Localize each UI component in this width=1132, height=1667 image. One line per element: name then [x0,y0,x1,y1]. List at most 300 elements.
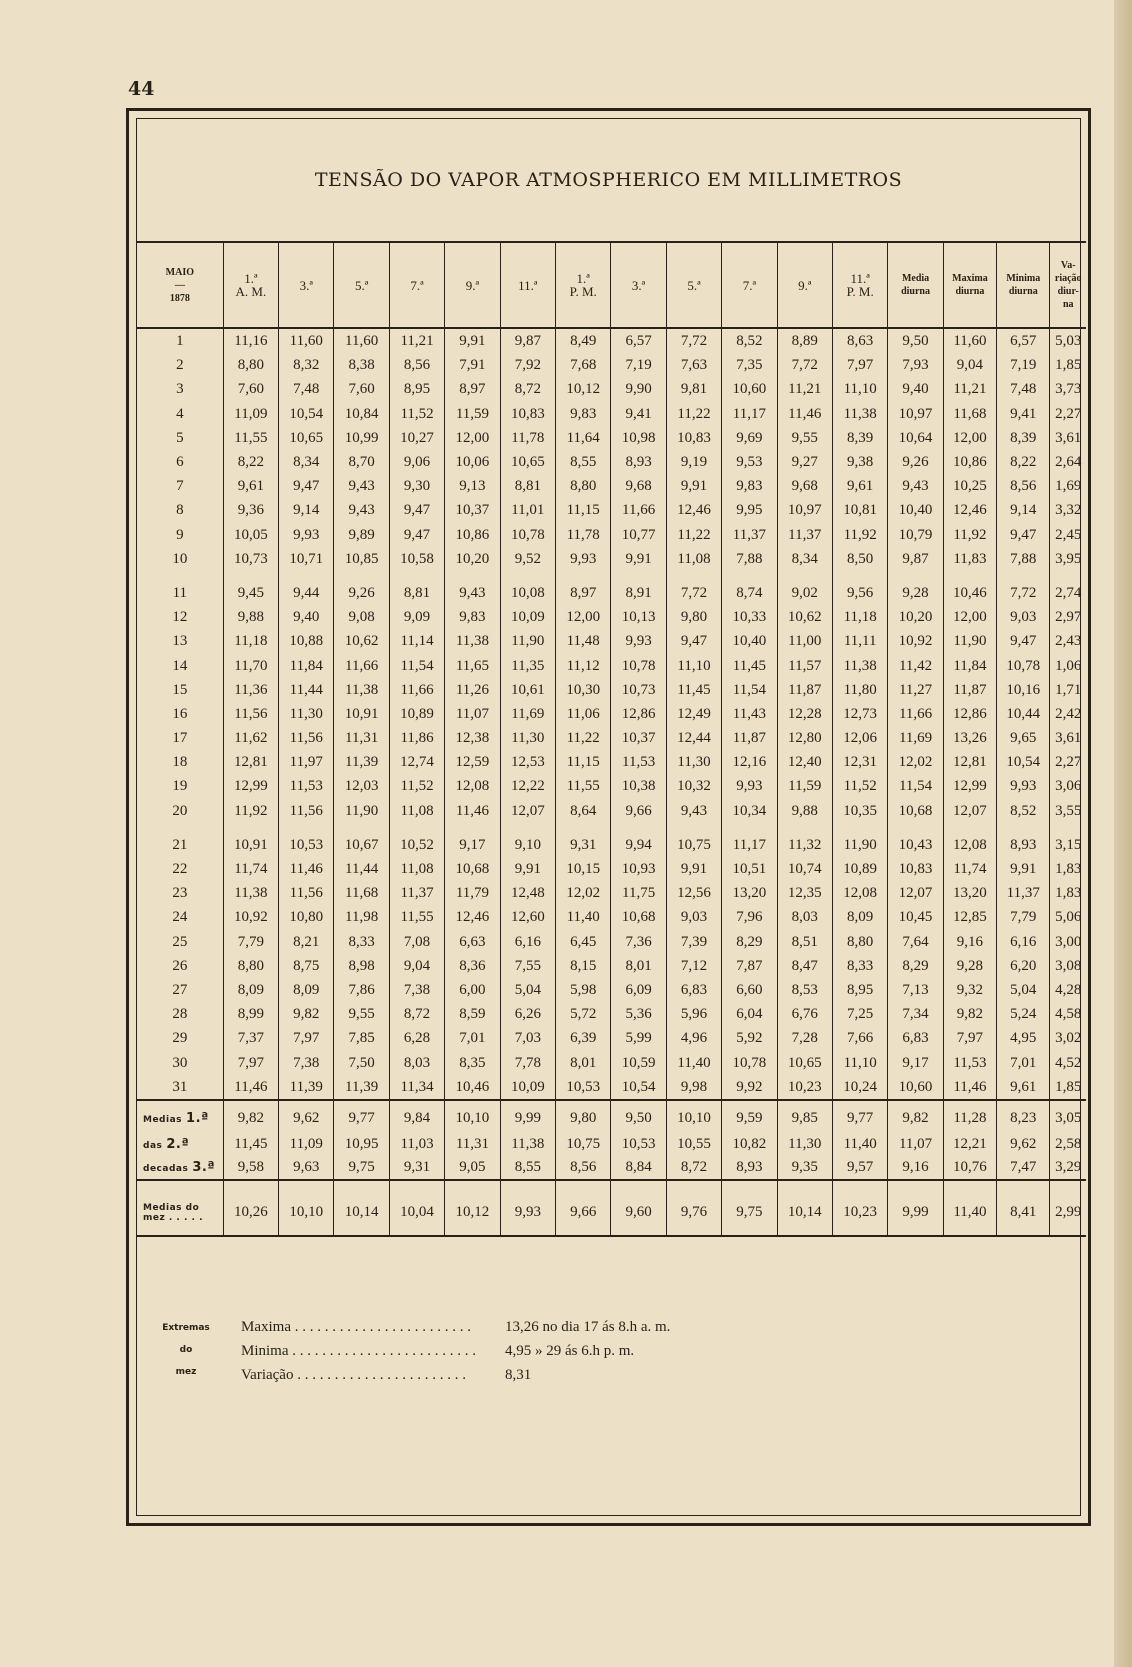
value-cell: 3,00 [1050,930,1086,954]
value-cell: 10,86 [445,523,500,547]
value-cell: 11,46 [445,799,500,823]
value-cell: 11,31 [334,726,389,750]
table-row [137,377,1086,401]
value-cell: 10,32 [666,774,721,798]
value-cell: 12,28 [777,702,832,726]
value-cell: 9,68 [611,474,666,498]
value-cell: 8,80 [832,930,887,954]
value-cell: 8,80 [223,954,278,978]
value-cell: 10,60 [722,377,777,401]
value-cell: 6,76 [777,1002,832,1026]
value-cell: 8,72 [500,377,555,401]
spacer-cell [943,571,996,581]
value-cell: 9,52 [500,547,555,571]
value-cell: 9,45 [223,581,278,605]
value-cell: 10,73 [223,547,278,571]
value-cell: 9,04 [943,353,996,377]
value-cell: 10,68 [611,905,666,929]
value-cell: 8,47 [777,954,832,978]
extremas-minima-value: 4,95 » 29 ás 6.h p. m. [505,1343,635,1359]
value-cell: 11,56 [279,799,334,823]
decade-mean-cell: 9,05 [445,1156,500,1180]
header-hour-label: 3.ª [631,277,646,293]
value-cell: 11,52 [389,402,444,426]
header-hour-11am [500,242,555,328]
day-cell: 22 [137,857,223,881]
decade-mean-cell: 8,23 [997,1100,1050,1133]
value-cell: 6,57 [997,328,1050,353]
value-cell: 11,54 [888,774,943,798]
value-cell: 6,09 [611,978,666,1002]
spacer-cell [556,571,611,581]
value-cell: 2,42 [1050,702,1086,726]
header-hour-1am [223,242,278,328]
value-cell: 7,66 [832,1026,887,1050]
value-cell: 11,86 [389,726,444,750]
value-cell: 11,65 [445,653,500,677]
value-cell: 13,20 [943,881,996,905]
value-cell: 9,41 [611,402,666,426]
header-hour-9am [445,242,500,328]
value-cell: 9,17 [445,833,500,857]
header-hour-9pm [777,242,832,328]
value-cell: 7,50 [334,1050,389,1074]
header-hour-label: 7.ª [410,277,424,293]
decade-mean-cell: 11,09 [279,1133,334,1156]
decade-mean-cell: 10,76 [943,1156,996,1180]
day-cell: 21 [137,833,223,857]
value-cell: 5,72 [556,1002,611,1026]
table-row [137,930,1086,954]
value-cell: 8,50 [832,547,887,571]
extremas-label: Extremas [162,1323,210,1333]
value-cell: 12,73 [832,702,887,726]
value-cell: 11,21 [389,328,444,353]
value-cell: 12,31 [832,750,887,774]
decade-mean-cell: 9,77 [334,1100,389,1133]
extremas-minima-name: Minima . . . . . . . . . . . . . . . . . . . . . . . . . [241,1343,476,1359]
value-cell: 9,92 [722,1075,777,1100]
header-hour-1pm [556,242,611,328]
value-cell: 11,22 [666,402,721,426]
value-cell: 8,34 [279,450,334,474]
value-cell: 12,99 [943,774,996,798]
decade-mean-cell: 9,31 [389,1156,444,1180]
value-cell: 10,51 [722,857,777,881]
value-cell: 11,01 [500,498,555,522]
value-cell: 8,01 [611,954,666,978]
value-cell: 7,87 [722,954,777,978]
decade-mean-cell: 9,80 [556,1100,611,1133]
header-hour-7am [389,242,444,328]
value-cell: 3,61 [1050,726,1086,750]
table-row [137,353,1086,377]
value-cell: 11,18 [223,629,278,653]
spacer-cell [997,823,1050,833]
value-cell: 9,02 [777,581,832,605]
value-cell: 6,16 [997,930,1050,954]
decade-mean-cell: 9,85 [777,1100,832,1133]
extremas-label-do: do [179,1345,193,1355]
value-cell: 10,20 [445,547,500,571]
value-cell: 8,89 [777,328,832,353]
value-cell: 5,04 [997,978,1050,1002]
table-row [137,799,1086,823]
value-cell: 11,84 [279,653,334,677]
header-hour-7pm [722,242,777,328]
value-cell: 9,44 [279,581,334,605]
value-cell: 10,15 [556,857,611,881]
value-cell: 10,65 [500,450,555,474]
spacer-cell [445,571,500,581]
decade-mean-cell: 11,03 [389,1133,444,1156]
value-cell: 6,28 [389,1026,444,1050]
value-cell: 12,35 [777,881,832,905]
decade-mean-cell: 9,35 [777,1156,832,1180]
value-cell: 9,08 [334,605,389,629]
value-cell: 9,47 [389,498,444,522]
value-cell: 11,21 [943,377,996,401]
value-cell: 9,69 [722,426,777,450]
header-hour-label: 5.ª [687,277,701,293]
value-cell: 9,14 [997,498,1050,522]
spacer-cell [334,823,389,833]
value-cell: 11,64 [556,426,611,450]
value-cell: 10,88 [279,629,334,653]
month-mean-label-line: mez . . . . . [143,1212,203,1223]
value-cell: 11,37 [722,523,777,547]
value-cell: 9,93 [722,774,777,798]
value-cell: 9,83 [445,605,500,629]
day-cell: 3 [137,377,223,401]
header-hour-label: 9.ª [465,277,480,293]
value-cell: 11,55 [223,426,278,450]
value-cell: 10,97 [777,498,832,522]
value-cell: 2,45 [1050,523,1086,547]
value-cell: 10,53 [279,833,334,857]
header-hour-label: 5.ª [354,277,369,293]
decade-mean-cell: 9,62 [279,1100,334,1133]
value-cell: 7,60 [223,377,278,401]
spacer-cell [1050,571,1086,581]
value-cell: 5,96 [666,1002,721,1026]
value-cell: 10,64 [888,426,943,450]
value-cell: 11,78 [500,426,555,450]
value-cell: 9,40 [888,377,943,401]
value-cell: 9,47 [389,523,444,547]
header-media-diurna [888,242,943,328]
value-cell: 10,71 [279,547,334,571]
day-cell: 23 [137,881,223,905]
decade-mean-cell: 9,16 [888,1156,943,1180]
value-cell: 11,98 [334,905,389,929]
value-cell: 11,45 [666,678,721,702]
day-cell: 19 [137,774,223,798]
header-month-year [137,242,223,328]
table-row [137,653,1086,677]
value-cell: 8,75 [279,954,334,978]
value-cell: 2,74 [1050,581,1086,605]
value-cell: 11,21 [777,377,832,401]
table-row [137,450,1086,474]
value-cell: 10,83 [500,402,555,426]
decade-mean-cell: 8,93 [722,1156,777,1180]
value-cell: 4,28 [1050,978,1086,1002]
value-cell: 10,20 [888,605,943,629]
value-cell: 9,91 [666,857,721,881]
value-cell: 12,38 [445,726,500,750]
table-row [137,954,1086,978]
spacer-cell [611,571,666,581]
value-cell: 11,08 [389,799,444,823]
value-cell: 10,58 [389,547,444,571]
value-cell: 11,16 [223,328,278,353]
value-cell: 12,99 [223,774,278,798]
day-cell: 25 [137,930,223,954]
value-cell: 9,94 [611,833,666,857]
day-cell: 28 [137,1002,223,1026]
value-cell: 11,69 [500,702,555,726]
value-cell: 12,00 [943,605,996,629]
value-cell: 11,37 [777,523,832,547]
value-cell: 10,33 [722,605,777,629]
value-cell: 12,40 [777,750,832,774]
value-cell: 9,10 [500,833,555,857]
month-mean-label-line: Medias do [143,1202,200,1213]
table-row [137,750,1086,774]
value-cell: 9,61 [223,474,278,498]
value-cell: 8,39 [832,426,887,450]
decade-mean-cell: 8,84 [611,1156,666,1180]
value-cell: 9,43 [334,498,389,522]
value-cell: 1,83 [1050,881,1086,905]
month-mean-cell: 9,75 [722,1180,777,1236]
extremas-section [137,1279,1086,1429]
value-cell: 11,15 [556,498,611,522]
value-cell: 7,79 [997,905,1050,929]
decade-mean-cell: 9,84 [389,1100,444,1133]
vapor-tension-table [137,241,1086,1237]
value-cell: 8,52 [997,799,1050,823]
month-mean-cell: 9,76 [666,1180,721,1236]
value-cell: 8,63 [832,328,887,353]
table-row [137,833,1086,857]
value-cell: 11,46 [943,1075,996,1100]
value-cell: 9,93 [279,523,334,547]
value-cell: 11,70 [223,653,278,677]
value-cell: 12,44 [666,726,721,750]
value-cell: 5,06 [1050,905,1086,929]
value-cell: 11,90 [943,629,996,653]
decade-mean-cell: 10,53 [611,1133,666,1156]
decade-mean-cell: 3,05 [1050,1100,1086,1133]
value-cell: 11,90 [832,833,887,857]
value-cell: 11,74 [943,857,996,881]
value-cell: 7,72 [666,581,721,605]
decade-mean-cell: 9,59 [722,1100,777,1133]
value-cell: 8,98 [334,954,389,978]
value-cell: 6,20 [997,954,1050,978]
value-cell: 5,24 [997,1002,1050,1026]
value-cell: 10,38 [611,774,666,798]
value-cell: 2,97 [1050,605,1086,629]
value-cell: 6,00 [445,978,500,1002]
value-cell: 8,95 [389,377,444,401]
table-row [137,774,1086,798]
spacer-cell [389,571,444,581]
value-cell: 3,61 [1050,426,1086,450]
decade-mean-cell: 10,75 [556,1133,611,1156]
value-cell: 3,08 [1050,954,1086,978]
table-row [137,905,1086,929]
value-cell: 8,49 [556,328,611,353]
decade-number: 2.ª [166,1136,190,1152]
value-cell: 11,62 [223,726,278,750]
value-cell: 10,78 [997,653,1050,677]
value-cell: 11,66 [888,702,943,726]
value-cell: 12,74 [389,750,444,774]
value-cell: 10,92 [223,905,278,929]
value-cell: 9,83 [556,402,611,426]
header-period-label: P. M. [569,284,597,299]
value-cell: 9,06 [389,450,444,474]
decade-mean-cell: 3,29 [1050,1156,1086,1180]
value-cell: 7,01 [445,1026,500,1050]
value-cell: 10,65 [777,1050,832,1074]
header-hour-label: 1.ª [576,271,590,286]
day-cell: 2 [137,353,223,377]
month-mean-cell: 10,12 [445,1180,500,1236]
value-cell: 10,53 [556,1075,611,1100]
value-cell: 8,99 [223,1002,278,1026]
day-cell: 30 [137,1050,223,1074]
value-cell: 11,26 [445,678,500,702]
table-row [137,726,1086,750]
value-cell: 11,39 [334,750,389,774]
header-variacao-diurna [1050,242,1086,328]
table-row [137,523,1086,547]
value-cell: 7,35 [722,353,777,377]
value-cell: 7,72 [666,328,721,353]
value-cell: 11,69 [888,726,943,750]
header-label-line: Minima [1006,273,1041,284]
value-cell: 10,59 [611,1050,666,1074]
value-cell: 9,90 [611,377,666,401]
value-cell: 6,63 [445,930,500,954]
header-period-label: P. M. [846,284,874,299]
value-cell: 8,53 [777,978,832,1002]
value-cell: 11,83 [943,547,996,571]
value-cell: 11,32 [777,833,832,857]
value-cell: 8,21 [279,930,334,954]
page-number: 44 [128,78,155,100]
value-cell: 8,93 [611,450,666,474]
value-cell: 8,70 [334,450,389,474]
value-cell: 11,60 [279,328,334,353]
month-mean-cell: 10,14 [334,1180,389,1236]
value-cell: 8,95 [832,978,887,1002]
value-cell: 8,33 [334,930,389,954]
month-mean-cell: 10,10 [279,1180,334,1236]
value-cell: 12,00 [445,426,500,450]
value-cell: 11,75 [611,881,666,905]
value-cell: 7,97 [223,1050,278,1074]
decade-mean-cell: 9,50 [611,1100,666,1133]
value-cell: 10,27 [389,426,444,450]
value-cell: 11,08 [389,857,444,881]
value-cell: 5,99 [611,1026,666,1050]
header-label-line: Media [901,273,930,284]
header-label-line: riação [1054,273,1082,284]
day-cell: 9 [137,523,223,547]
spacer-cell [445,823,500,833]
decade-mean-cell: 11,38 [500,1133,555,1156]
spacer-cell [666,823,721,833]
value-cell: 7,03 [500,1026,555,1050]
value-cell: 9,80 [666,605,721,629]
value-cell: 12,07 [888,881,943,905]
value-cell: 11,92 [943,523,996,547]
value-cell: 8,97 [556,581,611,605]
day-cell: 18 [137,750,223,774]
value-cell: 9,87 [888,547,943,571]
table-row [137,402,1086,426]
value-cell: 10,79 [888,523,943,547]
value-cell: 11,68 [334,881,389,905]
value-cell: 11,79 [445,881,500,905]
value-cell: 12,07 [500,799,555,823]
value-cell: 11,38 [334,678,389,702]
header-label-line: Maxima [952,273,988,284]
decade-spacer [137,571,1086,581]
value-cell: 10,46 [943,581,996,605]
value-cell: 9,43 [445,581,500,605]
value-cell: 9,03 [666,905,721,929]
table-row [137,1075,1086,1100]
value-cell: 7,96 [722,905,777,929]
value-cell: 10,62 [777,605,832,629]
value-cell: 10,30 [556,678,611,702]
value-cell: 7,85 [334,1026,389,1050]
value-cell: 8,09 [832,905,887,929]
month-mean-cell: 10,26 [223,1180,278,1236]
value-cell: 7,19 [997,353,1050,377]
value-cell: 11,34 [389,1075,444,1100]
value-cell: 11,00 [777,629,832,653]
value-cell: 10,37 [611,726,666,750]
table-row [137,1002,1086,1026]
value-cell: 9,61 [997,1075,1050,1100]
table-row [137,1050,1086,1074]
value-cell: 12,08 [943,833,996,857]
value-cell: 11,22 [556,726,611,750]
value-cell: 10,91 [334,702,389,726]
value-cell: 8,59 [445,1002,500,1026]
value-cell: 8,81 [500,474,555,498]
value-cell: 8,38 [334,353,389,377]
value-cell: 12,85 [943,905,996,929]
value-cell: 10,13 [611,605,666,629]
table-row [137,857,1086,881]
value-cell: 10,81 [832,498,887,522]
value-cell: 8,39 [997,426,1050,450]
extremas-label-mez: mez [175,1367,197,1377]
value-cell: 12,81 [943,750,996,774]
value-cell: 9,98 [666,1075,721,1100]
value-cell: 8,29 [722,930,777,954]
value-cell: 11,11 [832,629,887,653]
value-cell: 11,92 [223,799,278,823]
